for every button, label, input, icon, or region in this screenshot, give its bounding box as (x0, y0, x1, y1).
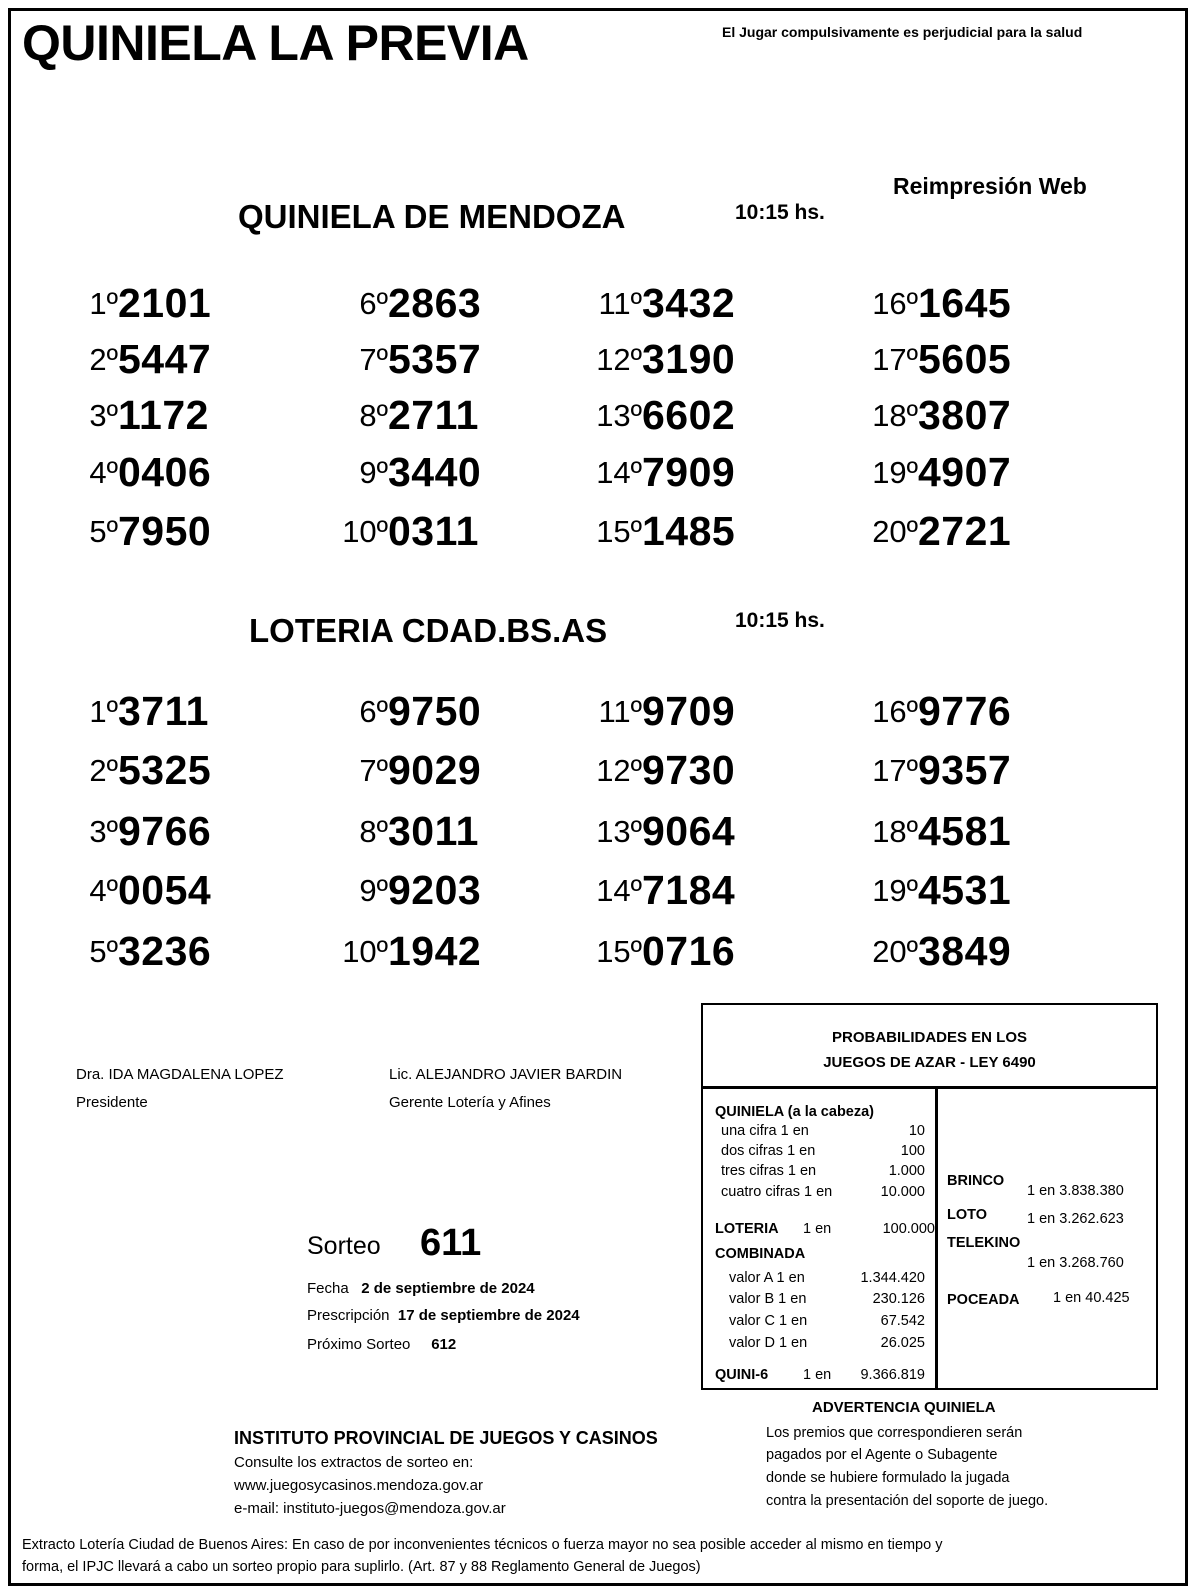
result-cell (76, 508, 316, 560)
fecha-value: 2 de septiembre de 2024 (361, 1280, 535, 1297)
combinada-odds-label: valor B 1 en (729, 1291, 807, 1307)
result-number: 0406 (118, 449, 212, 495)
result-position: 20º (872, 514, 918, 549)
result-cell (346, 688, 586, 740)
result-position: 12º (596, 342, 642, 377)
result-position: 6º (359, 694, 388, 729)
result-number: 1485 (642, 508, 736, 554)
result-number: 2721 (918, 508, 1012, 554)
result-number: 7184 (642, 867, 736, 913)
result-number: 0311 (388, 508, 479, 554)
result-number: 2101 (118, 280, 212, 326)
combinada-odds-value: 67.542 (880, 1313, 925, 1329)
result-cell (596, 392, 840, 444)
loteria-odds-label: LOTERIA (715, 1221, 779, 1237)
result-number: 9750 (388, 688, 482, 734)
result-number: 3849 (918, 928, 1012, 974)
result-position: 9º (359, 455, 388, 490)
result-position: 15º (596, 934, 642, 969)
result-cell (346, 336, 586, 388)
fecha-row (307, 1280, 535, 1297)
result-position: 4º (89, 455, 118, 490)
quiniela-odds-value: 100 (900, 1143, 925, 1159)
result-number: 9357 (918, 747, 1012, 793)
result-position: 2º (89, 342, 118, 377)
advertencia-line: donde se hubiere formulado la jugada (766, 1470, 1010, 1486)
result-number: 1942 (388, 928, 482, 974)
signature-right-name: Lic. ALEJANDRO JAVIER BARDIN (389, 1066, 623, 1083)
result-cell (76, 928, 316, 980)
result-number: 3236 (118, 928, 212, 974)
result-number: 4907 (918, 449, 1012, 495)
institute-title: INSTITUTO PROVINCIAL DE JUEGOS Y CASINOS (234, 1428, 658, 1448)
result-number: 9776 (918, 688, 1012, 734)
combinada-odds-value: 230.126 (872, 1291, 925, 1307)
result-cell (76, 280, 316, 332)
result-position: 1º (89, 286, 118, 321)
result-cell (872, 280, 1116, 332)
quiniela-odds-title: QUINIELA (a la cabeza) (715, 1104, 875, 1120)
result-position: 11º (598, 286, 642, 321)
quiniela-odds-label: cuatro cifras 1 en (721, 1184, 833, 1200)
combinada-odds-label: valor D 1 en (729, 1335, 808, 1351)
result-position: 6º (359, 286, 388, 321)
result-position: 7º (359, 342, 388, 377)
result-number: 9029 (388, 747, 482, 793)
result-cell (596, 808, 840, 860)
probabilities-box (701, 1003, 1158, 1390)
probabilities-header-line-2: JUEGOS DE AZAR - LEY 6490 (823, 1054, 1036, 1071)
result-position: 14º (596, 873, 642, 908)
result-cell (342, 928, 586, 980)
poceada-odds-label: POCEADA (947, 1292, 1020, 1308)
result-position: 2º (89, 753, 118, 788)
result-position: 8º (359, 398, 388, 433)
result-number: 3711 (118, 688, 209, 734)
result-position: 11º (598, 694, 642, 729)
result-cell (872, 808, 1116, 860)
loto-odds-label: LOTO (947, 1207, 988, 1223)
quiniela-odds-value: 1.000 (888, 1163, 925, 1179)
result-cell (346, 747, 586, 799)
page-title: QUINIELA LA PREVIA (22, 15, 529, 71)
combinada-odds-label: valor A 1 en (729, 1270, 805, 1286)
result-number: 3440 (388, 449, 482, 495)
result-position: 5º (89, 934, 118, 969)
result-number: 4531 (918, 867, 1012, 913)
result-number: 3807 (918, 392, 1012, 438)
result-number: 3011 (388, 808, 479, 854)
result-number: 5357 (388, 336, 482, 382)
telekino-odds-value: 1 en 3.268.760 (1027, 1255, 1124, 1271)
result-number: 5325 (118, 747, 212, 793)
advertencia-line: pagados por el Agente o Subagente (766, 1447, 998, 1463)
result-cell (872, 508, 1116, 560)
result-number: 9203 (388, 867, 482, 913)
result-position: 10º (342, 934, 388, 969)
quini6-odds-value: 9.366.819 (860, 1367, 925, 1383)
result-cell (346, 392, 586, 444)
prescripcion-label: Prescripción (307, 1307, 390, 1324)
result-number: 7950 (118, 508, 212, 554)
result-number: 4581 (918, 808, 1012, 854)
result-number: 0054 (118, 867, 212, 913)
probabilities-column-divider (935, 1089, 938, 1388)
result-number: 2863 (388, 280, 482, 326)
result-position: 19º (872, 455, 918, 490)
result-number: 3432 (642, 280, 736, 326)
result-number: 9766 (118, 808, 212, 854)
result-position: 8º (359, 814, 388, 849)
result-cell (76, 747, 316, 799)
result-position: 3º (89, 814, 118, 849)
result-cell (76, 449, 316, 501)
result-cell (76, 808, 316, 860)
result-cell (596, 336, 840, 388)
advertencia-line: Los premios que correspondieren serán (766, 1425, 1023, 1441)
proximo-label: Próximo Sorteo (307, 1336, 411, 1353)
result-position: 4º (89, 873, 118, 908)
quiniela-odds-value: 10 (908, 1123, 925, 1139)
result-cell (872, 688, 1116, 740)
probabilities-header (703, 1005, 1156, 1089)
result-cell (596, 867, 840, 919)
quiniela-odds-value: 10.000 (880, 1184, 925, 1200)
result-number: 9064 (642, 808, 736, 854)
result-position: 13º (596, 398, 642, 433)
result-position: 16º (872, 694, 918, 729)
result-cell (872, 336, 1116, 388)
advertencia-title: ADVERTENCIA QUINIELA (812, 1399, 996, 1416)
brinco-odds-label: BRINCO (947, 1173, 1005, 1189)
result-cell (596, 928, 840, 980)
result-position: 7º (359, 753, 388, 788)
institute-website: www.juegosycasinos.mendoza.gov.ar (234, 1477, 484, 1494)
loteria-time: 10:15 hs. (735, 609, 825, 632)
result-cell (76, 392, 316, 444)
result-cell (346, 867, 586, 919)
institute-line-1: Consulte los extractos de sorteo en: (234, 1454, 474, 1471)
telekino-odds-label: TELEKINO (947, 1235, 1021, 1251)
result-position: 9º (359, 873, 388, 908)
quiniela-odds-label: dos cifras 1 en (721, 1143, 816, 1159)
loto-odds-value: 1 en 3.262.623 (1027, 1211, 1124, 1227)
signature-left-name: Dra. IDA MAGDALENA LOPEZ (76, 1066, 284, 1083)
result-cell (872, 392, 1116, 444)
poceada-odds-value: 1 en 40.425 (1053, 1290, 1130, 1306)
mendoza-title: QUINIELA DE MENDOZA (238, 198, 626, 235)
signature-left-role: Presidente (76, 1094, 148, 1111)
result-cell (342, 508, 586, 560)
result-number: 5447 (118, 336, 212, 382)
proximo-row (307, 1336, 456, 1353)
result-number: 7909 (642, 449, 736, 495)
result-number: 1645 (918, 280, 1012, 326)
result-number: 2711 (388, 392, 479, 438)
result-position: 17º (872, 753, 918, 788)
result-position: 1º (89, 694, 118, 729)
institute-email: e-mail: instituto-juegos@mendoza.gov.ar (234, 1500, 506, 1517)
result-position: 18º (872, 398, 918, 433)
result-cell (76, 688, 316, 740)
result-position: 5º (89, 514, 118, 549)
sorteo-label: Sorteo (307, 1232, 381, 1260)
fecha-label: Fecha (307, 1280, 349, 1297)
probabilities-header-line-1: PROBABILIDADES EN LOS (831, 1029, 1027, 1046)
combinada-odds-label: valor C 1 en (729, 1313, 808, 1329)
result-position: 12º (596, 753, 642, 788)
result-cell (346, 280, 586, 332)
signature-right-role: Gerente Lotería y Afines (389, 1094, 551, 1111)
result-number: 9709 (642, 688, 736, 734)
result-position: 13º (596, 814, 642, 849)
result-number: 1172 (118, 392, 209, 438)
sorteo-number: 611 (420, 1222, 482, 1264)
mendoza-time: 10:15 hs. (735, 201, 825, 224)
footer-line-1: Extracto Lotería Ciudad de Buenos Aires: En caso de por inconvenientes técnicos o fuerza mayor no sea posible acceder al mismo en tiempo y (22, 1537, 943, 1553)
quini6-odds-label: QUINI-6 (715, 1367, 769, 1383)
combinada-odds-title: COMBINADA (715, 1246, 806, 1262)
result-number: 5605 (918, 336, 1012, 382)
result-position: 20º (872, 934, 918, 969)
result-position: 17º (872, 342, 918, 377)
proximo-value: 612 (431, 1336, 457, 1353)
result-cell (872, 449, 1116, 501)
result-cell (872, 928, 1116, 980)
result-cell (76, 867, 316, 919)
result-cell (872, 867, 1116, 919)
result-position: 16º (872, 286, 918, 321)
result-number: 0716 (642, 928, 736, 974)
advertencia-line: contra la presentación del soporte de juego. (766, 1493, 1049, 1509)
prescripcion-value: 17 de septiembre de 2024 (397, 1307, 580, 1324)
loteria-odds-prefix: 1 en (803, 1221, 832, 1237)
result-cell (346, 808, 586, 860)
result-number: 3190 (642, 336, 736, 382)
result-position: 10º (342, 514, 388, 549)
result-cell (346, 449, 586, 501)
result-position: 14º (596, 455, 642, 490)
health-warning: El Jugar compulsivamente es perjudicial para la salud (722, 24, 1083, 40)
result-cell (596, 449, 840, 501)
result-cell (596, 747, 840, 799)
combinada-odds-value: 26.025 (880, 1335, 925, 1351)
prescripcion-row (307, 1307, 580, 1324)
result-number: 9730 (642, 747, 736, 793)
result-position: 19º (872, 873, 918, 908)
loteria-odds-value: 100.000 (882, 1221, 935, 1237)
result-position: 15º (596, 514, 642, 549)
loteria-title: LOTERIA CDAD.BS.AS (249, 612, 608, 649)
result-cell (76, 336, 316, 388)
combinada-odds-value: 1.344.420 (860, 1270, 925, 1286)
result-position: 3º (89, 398, 118, 433)
result-position: 18º (872, 814, 918, 849)
reprint-label: Reimpresión Web (893, 173, 1087, 199)
brinco-odds-value: 1 en 3.838.380 (1027, 1183, 1124, 1199)
result-cell (600, 688, 840, 740)
result-number: 6602 (642, 392, 736, 438)
quini6-odds-prefix: 1 en (803, 1367, 832, 1383)
footer-line-2: forma, el IPJC llevará a cabo un sorteo propio para suplirlo. (Art. 87 y 88 Reglamento General de Juegos) (22, 1559, 701, 1575)
quiniela-odds-label: tres cifras 1 en (721, 1163, 817, 1179)
quiniela-odds-label: una cifra 1 en (721, 1123, 809, 1139)
result-cell (596, 508, 840, 560)
result-cell (600, 280, 840, 332)
result-cell (872, 747, 1116, 799)
